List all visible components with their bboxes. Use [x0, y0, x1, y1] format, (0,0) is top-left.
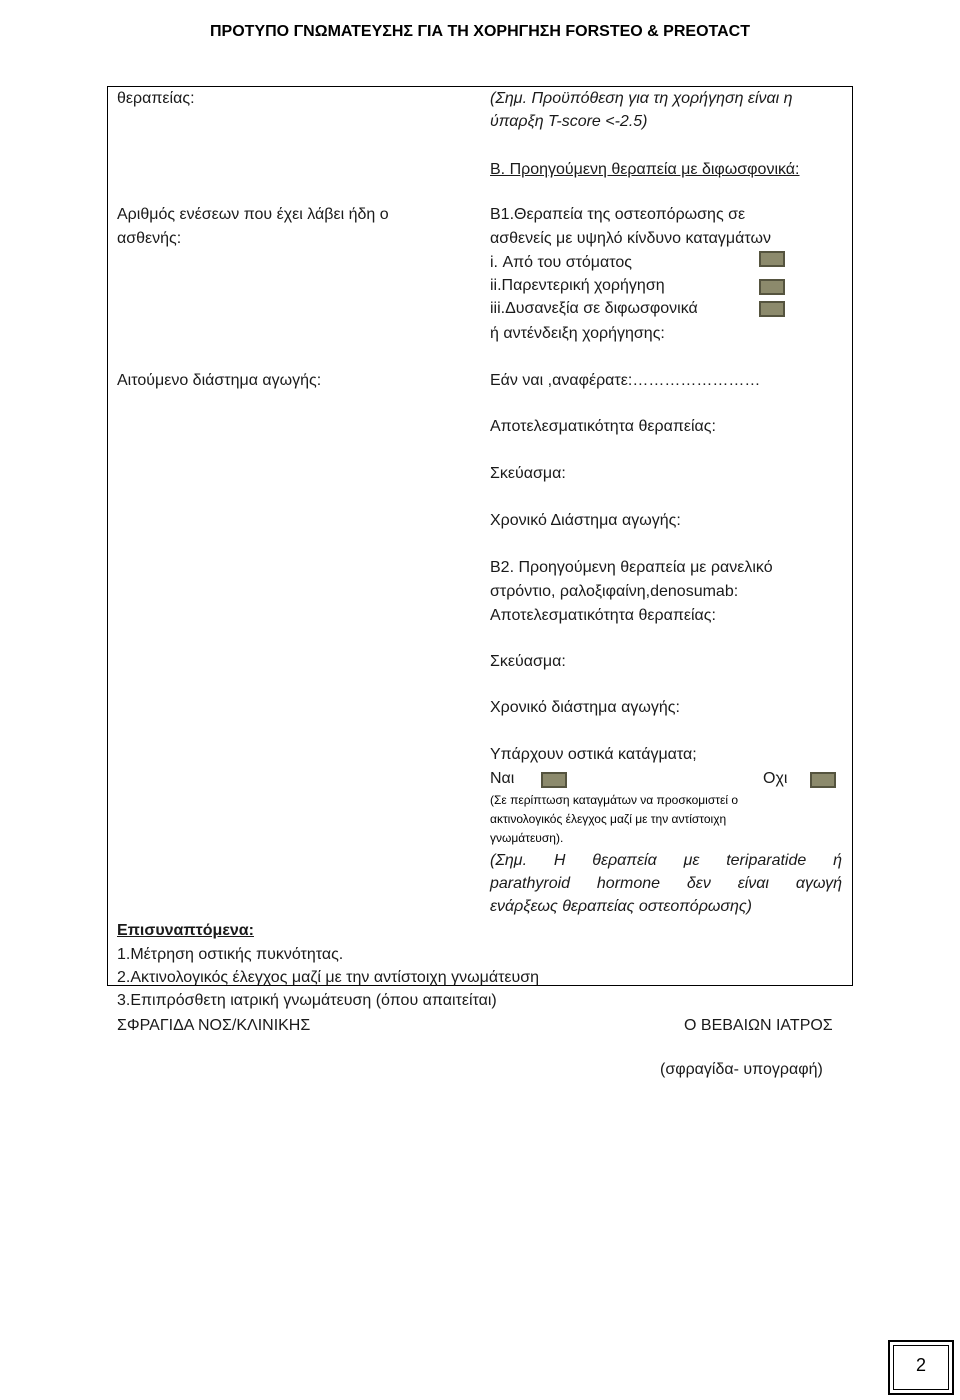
teriparatide-note-cont: parathyroid hormone δεν είναι αγωγή [490, 875, 842, 892]
fractures-no-label: Οχι [763, 770, 788, 787]
requested-interval-label: Αιτούμενο διάστημα αγωγής: [117, 372, 322, 389]
option-parenteral-checkbox[interactable] [759, 279, 785, 295]
option-intolerance-label-cont: ή αντένδειξη χορήγησης: [490, 325, 665, 342]
b2-heading-cont: στρόντιο, ραλοξιφαίνη,denosumab: [490, 583, 739, 600]
b1-duration-label: Χρονικό Διάστημα αγωγής: [490, 512, 681, 529]
fractures-question: Υπάρχουν οστικά κατάγματα; [490, 746, 697, 763]
b2-heading: Β2. Προηγούμενη θεραπεία με ρανελικό [490, 559, 773, 576]
stamp-signature-label: (σφραγίδα- υπογραφή) [660, 1061, 823, 1078]
b2-formulation-label: Σκεύασμα: [490, 653, 566, 670]
injections-label-cont: ασθενής: [117, 230, 182, 247]
attachment-item-1: 1.Μέτρηση οστικής πυκνότητας. [117, 946, 344, 963]
fractures-yes-label: Ναι [490, 770, 515, 787]
option-intolerance-checkbox[interactable] [759, 301, 785, 317]
fractures-yes-checkbox[interactable] [541, 772, 567, 788]
option-parenteral-label: ii.Παρεντερική χορήγηση [490, 277, 665, 294]
teriparatide-note-end: ενάρξεως θεραπείας οστεοπόρωσης) [490, 898, 752, 915]
therapy-label: θεραπείας: [117, 90, 195, 107]
tscore-note: (Σημ. Προϋπόθεση για τη χορήγηση είναι η [490, 90, 793, 107]
fracture-note: (Σε περίπτωση καταγμάτων να προσκομιστεί ο [490, 793, 739, 807]
fractures-no-checkbox[interactable] [810, 772, 836, 788]
clinic-stamp-label: ΣΦΡΑΓΙΔΑ ΝΟΣ/ΚΛΙΝΙΚΗΣ [117, 1017, 311, 1034]
attachment-item-3: 3.Επιπρόσθετη ιατρική γνωμάτευση (όπου απαιτείται) [117, 992, 497, 1009]
attachment-item-2: 2.Ακτινολογικός έλεγχος μαζί με την αντίστοιχη γνωμάτευση [117, 969, 540, 986]
fracture-note-cont: ακτινολογικός έλεγχος μαζί με την αντίστοιχη [490, 812, 727, 826]
attachments-title: Επισυναπτόμενα: [117, 922, 254, 939]
b1-heading: Β1.Θεραπεία της οστεοπόρωσης σε [490, 206, 746, 223]
option-oral-label: i. Από του στόματος [490, 254, 632, 271]
section-b-heading: Β. Προηγούμενη θεραπεία με διφωσφονικά: [490, 161, 800, 178]
option-oral-checkbox[interactable] [759, 251, 785, 267]
page-header-title: ΠΡΟΤΥΠΟ ΓΝΩΜΑΤΕΥΣΗΣ ΓΙΑ ΤΗ ΧΟΡΗΓΗΣΗ FORSTEO & PREOTACT [210, 23, 750, 40]
teriparatide-note: (Σημ. Η θεραπεία με teriparatide ή [490, 852, 842, 869]
b1-formulation-label: Σκεύασμα: [490, 465, 566, 482]
b1-heading-cont: ασθενείς με υψηλό κίνδυνο καταγμάτων [490, 230, 771, 247]
option-intolerance-label: iii.Δυσανεξία σε διφωσφονικά [490, 300, 698, 317]
b2-efficacy-label: Αποτελεσματικότητα θεραπείας: [490, 607, 716, 624]
page-number-box [888, 1340, 954, 1395]
if-yes-specify: Εάν ναι ,αναφέρατε:…………………… [490, 372, 761, 389]
certifying-doctor-label: Ο ΒΕΒΑΙΩΝ ΙΑΤΡΟΣ [684, 1017, 833, 1034]
fracture-note-end: γνωμάτευση). [490, 831, 564, 845]
tscore-note-cont: ύπαρξη T-score <-2.5) [490, 113, 648, 130]
b1-efficacy-label: Αποτελεσματικότητα θεραπείας: [490, 418, 716, 435]
injections-label: Αριθμός ενέσεων που έχει λάβει ήδη ο [117, 206, 389, 223]
page-number: 2 [915, 1355, 926, 1375]
b2-duration-label: Χρονικό διάστημα αγωγής: [490, 699, 680, 716]
